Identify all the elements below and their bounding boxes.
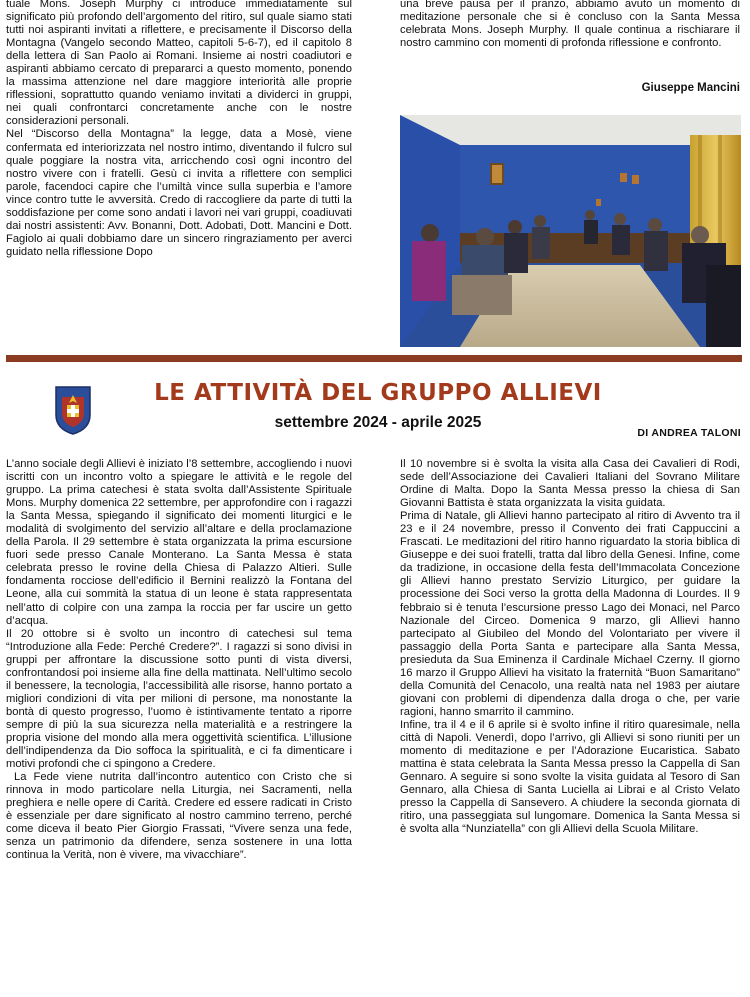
section-title: LE ATTIVITÀ DEL GRUPPO ALLIEVI	[154, 380, 602, 406]
paragraph: Nel “Discorso della Montagna” la legge, data a Mosè, viene confermata ed interiorizzata nel nostro intimo, diventando il fulcro sul quale poggiare la nostra vita, arricchendo così ogni incontro del nostro vivere con i fratelli. Gesù ci invita a riflettere con semplici parole, facendoci capire che l’umiltà vince sulla superbia e l’amore vince contro tutte le avversità. Credo di raccogliere da parte di tutti la soddisfazione per come sono andati i lavori nei vari gruppi, coadiuvati dai nostri assistenti: Avv. Bonanni, Dott. Adobati, Dott. Mancini e Dott. Fagiolo ai quali dobbiamo dare un sincero ringraziamento per averci guidato nella riflessione Dopo	[6, 128, 352, 258]
bottom-right-column	[400, 458, 740, 836]
paragraph: Il 10 novembre si è svolta la visita alla Casa dei Cavalieri di Rodi, sede dell’Associazione dei Cavalieri Italiani del Sovrano Militare Ordine di Malta. Dopo la Santa Messa presso la chiesa di San Giovanni Battista è stata organizzata la visita guidata.	[400, 458, 740, 510]
paragraph: La Fede viene nutrita dall’incontro autentico con Cristo che si rinnova in modo particolare nella Liturgia, nei Sacramenti, nella preghiera e nelle opere di Carità. Credere ed essere radicati in Cristo è essenziale per dare significato al nostro cammino terreno, perché come diceva il beato Pier Giorgio Frassati, “Vivere senza una fede, senza un patrimonio da difendere, senza sostenere in una lotta continua la Verità, non è vivere, ma vivacchiare”.	[6, 771, 352, 862]
article-signature: Giuseppe Mancini	[641, 82, 740, 94]
paragraph: tuale Mons. Joseph Murphy ci introduce immediatamente sul significato più profondo dell’argomento del ritiro, sul quale siamo stati tutti noi aspiranti invitati a riflettere, e precisamente il Discorso della Montagna (Vangelo secondo Matteo, capitoli 5-6-7), ed il capitolo 8 della lettera di San Paolo ai Romani. Insieme ai nostri coadiutori e aspiranti abbiamo cercato di prepararci a questo momento, ponendo la massima attenzione nel dare maggiore interiorità alle proprie riflessioni, soprattutto quando veniamo invitati a dividerci in gruppi, nei quali confrontarci concretamente anche con le nostre considerazioni personali.	[6, 0, 352, 128]
crest-logo	[54, 385, 92, 435]
paragraph: L’anno sociale degli Allievi è iniziato l’8 settembre, accogliendo i nuovi iscritti con un incontro volto a spiegare le attività e le regole del gruppo. La prima catechesi è stata svolta dall’Assistente Spirituale Mons. Murphy domenica 22 settembre, per approfondire con i ragazzi la Santa Messa, spiegando il significato dei momenti liturgici e le modalità di svolgimento del servizio all’altare e della proclamazione della Parola. Il 29 settembre è stata organizzata la prima escursione fuori sede presso Canale Monterano. La Santa Messa è stata celebrata presso le rovine della Chiesa di Palazzo Altieri. Sulle fondamenta rocciose dell’edificio il Bernini realizzò la Fontana del Leone, alla cui sommità la statua di un leone è stata rappresentata nell’atto di colpire con una zampa la roccia per far uscire un getto d’acqua.	[6, 458, 352, 627]
section-author: DI ANDREA TALONI	[637, 427, 741, 439]
bottom-left-column	[6, 458, 352, 862]
paragraph: Il 20 ottobre si è svolto un incontro di catechesi sul tema “Introduzione alla Fede: Perché Credere?”. I ragazzi si sono divisi in gruppi per affrontare la discussione sotto punti di vista diversi, confrontandosi poi insieme alla fine della mattinata. Nell’ultimo secolo il benessere, la tecnologia, l’accessibilità alle risorse, hanno portato a migliori condizioni di vita per milioni di persone, ma nonostante la bontà di questo progresso, l’uomo è istintivamente tentato a riporre sempre di più la sua sicurezza nella materialità e a restringere la propria visione del mondo alla mera oggettività scientifica. L’illusione dell’indipendenza da Dio soffoca la spiritualità, e ci fa dimenticare i motivi profondi che ci spingono a Credere.	[6, 627, 352, 771]
top-left-column	[6, 0, 352, 259]
section-divider	[6, 355, 742, 362]
meeting-room-photo	[400, 115, 741, 347]
paragraph: Prima di Natale, gli Allievi hanno partecipato al ritiro di Avvento tra il 23 e il 24 novembre, presso il Convento dei frati Cappuccini a Frascati. Le meditazioni del ritiro hanno riguardato la storia biblica di Giuseppe e dei suoi fratelli, tratta dal libro della Genesi. Infine, come da tradizione, in occasione della festa dell’Immacolata Concezione gli Allievi hanno prestato Servizio Liturgico, per guidare la processione dei Soci verso la grotta della Madonna di Lourdes. Il 9 febbraio si è tenuta l’escursione presso Lago dei Monaci, nel Parco Nazionale del Circeo. Domenica 9 marzo, gli Allievi hanno partecipato al Giubileo del Mondo del Volontariato per vivere il passaggio della Porta Santa e partecipare alla Santa Messa, presieduta da Sua Eminenza il Cardinale Michael Czerny. Il giorno 16 marzo il Gruppo Allievi ha visitato la fraternità “Buon Samaritano” della Comunità del Cenacolo, una realtà nata nel 1983 per aiutare giovani con problemi di dipendenza dalla droga o che, per varie ragioni, hanno smarrito il cammino.	[400, 510, 740, 718]
top-right-column	[400, 0, 740, 50]
paragraph: una breve pausa per il pranzo, abbiamo avuto un momento di meditazione personale che si è concluso con la Santa Messa celebrata Mons. Joseph Murphy. Il quale continua a rischiarare il nostro cammino con momenti di profonda riflessione e confronto.	[400, 0, 740, 50]
section-dates: settembre 2024 - aprile 2025	[274, 414, 482, 431]
paragraph: Infine, tra il 4 e il 6 aprile si è svolto infine il ritiro quaresimale, nella città di Napoli. Venerdì, dopo l’arrivo, gli Allievi si sono riuniti per un momento di meditazione e per l’Adorazione Eucaristica. Sabato mattina è stata celebrata la Santa Messa presso la Cappella di San Gennaro. A seguire si sono svolte la visita guidata al Tesoro di San Gennaro, alla Chiesa di Santa Luciella ai Librai e al Cristo Velato presso la Cappella di Sansevero. A chiudere la seconda giornata di ritiro, una passeggiata sul lungomare. Domenica la Santa Messa si è svolta alla “Nunziatella” con gli Allievi della Scuola Militare.	[400, 718, 740, 836]
